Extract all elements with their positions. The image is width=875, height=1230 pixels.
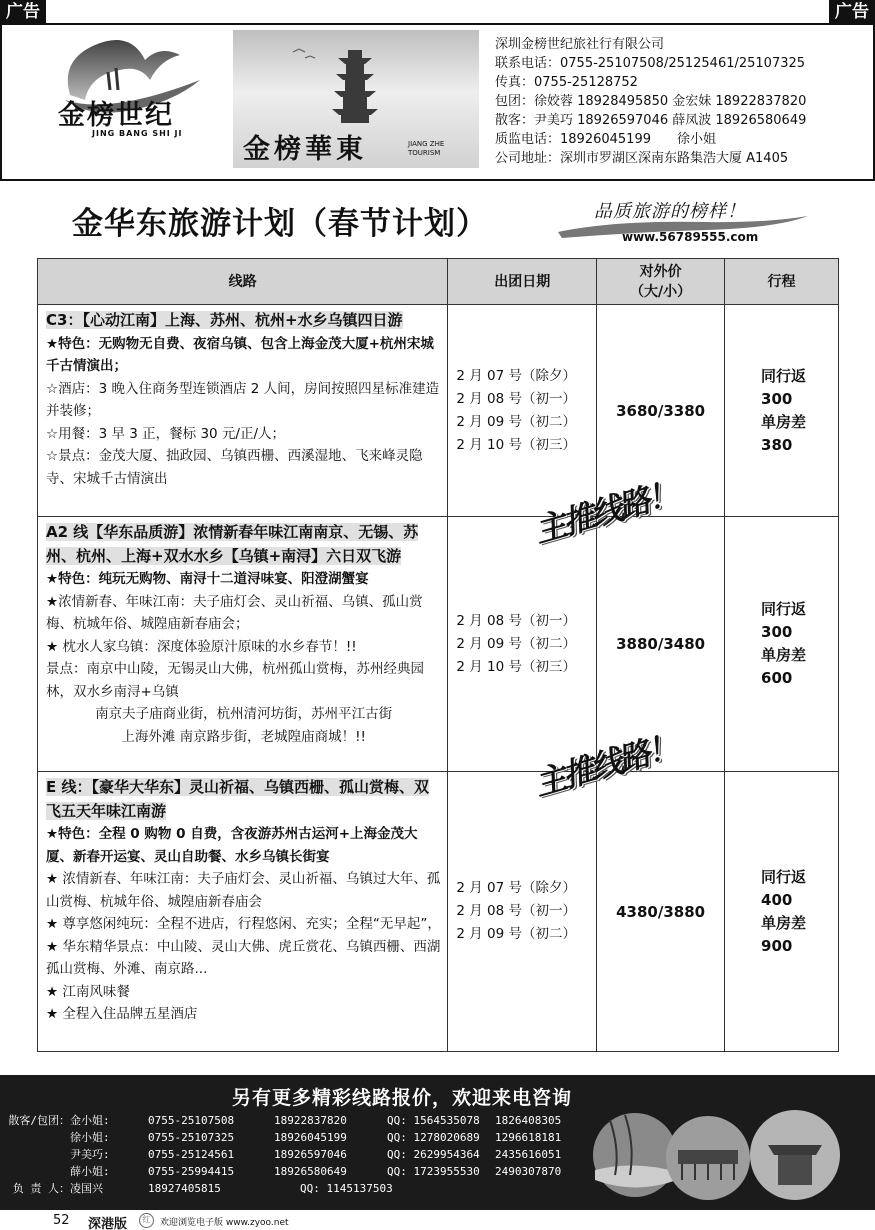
price-header-l1: 对外价 <box>639 263 682 280</box>
date-item: 2 月 07 号（除夕） <box>456 880 576 896</box>
route-line: 上海外滩 南京路步街，老城隍庙商城！!! <box>121 728 366 745</box>
contact-tel: 0755-25107325 <box>148 1131 235 1144</box>
date-item: 2 月 08 号（初一） <box>456 612 576 629</box>
contact-label: 散客/包团： <box>8 1114 70 1127</box>
route-title: C3：【心动江南】上海、苏州、杭州+水乡乌镇四日游 <box>46 311 403 329</box>
logo2-sub-line1: JIANG ZHE <box>408 140 445 148</box>
contact-mobile: 18926045199 <box>274 1131 347 1144</box>
trip-single-room: 单房差 600 <box>761 646 807 687</box>
price-cell: 3880/3480 <box>597 517 725 772</box>
contact-qq: QQ: 2629954364 <box>387 1148 480 1161</box>
route-line: ★ 全程入住品牌五星酒店 <box>46 1006 198 1022</box>
contact-extra: 2490307870 <box>495 1165 562 1178</box>
table-row <box>38 517 839 772</box>
contact-mobile: 18926597046 <box>274 1148 347 1161</box>
logo2-name: 金榜華東 <box>243 134 367 165</box>
date-item: 2 月 08 号（初一） <box>456 390 576 407</box>
contact-mobile: 18922837820 <box>274 1114 347 1127</box>
trip-single-room: 单房差 900 <box>761 913 807 955</box>
route-line: ★ 江南风味餐 <box>46 983 130 1000</box>
route-line: ☆酒店：3 晚入住商务型连锁酒店 2 人间，房间按照四星标准建造并装修； <box>46 380 440 419</box>
contact-qq: QQ: 1723955530 <box>387 1165 480 1178</box>
logo1-sub: JING BANG SHI JI <box>92 129 183 138</box>
contact-tel: 0755-25107508 <box>148 1114 235 1127</box>
trip-rebate: 同行返 300 <box>761 366 807 408</box>
logo1-name: 金榜世纪 <box>58 100 174 131</box>
route-line: ★ 华东精华景点：中山陵、灵山大佛、虎丘赏花、乌镇西栅、西湖孤山赏梅、外滩、南京路... <box>46 938 441 977</box>
contact-name: 金小姐: <box>70 1114 110 1127</box>
date-item: 2 月 09 号（初二） <box>456 413 576 430</box>
logo2-sub-line2: TOURISM <box>408 149 441 157</box>
individual-contact: 散客：尹美巧 18926597046 薛凤波 18926580649 <box>495 113 807 128</box>
route-line: ★ 枕水人家乌镇：深度体验原汁原味的水乡春节！!! <box>46 638 357 655</box>
date-item: 2 月 10 号（初三） <box>456 658 576 675</box>
contact-tel: 18927405815 <box>148 1182 221 1195</box>
contact-qq: QQ: 1145137503 <box>300 1182 393 1195</box>
slogan: 品质旅游的榜样！ <box>594 201 746 222</box>
footer-title: 另有更多精彩线路报价，欢迎来电咨询 <box>232 1087 573 1109</box>
footer-contact-bar <box>0 1075 875 1210</box>
scenery-photos <box>590 1100 865 1205</box>
route-line: ★特色：全程 0 购物 0 自费，含夜游苏州古运河+上海金茂大厦、新春开运宴、灵山自助餐、水乡乌镇长街宴 <box>46 826 418 865</box>
contact-qq: QQ: 1278020689 <box>387 1131 480 1144</box>
fax-line: 传真：0755-25128752 <box>495 75 638 90</box>
route-line: ☆用餐：3 早 3 正，餐标 30 元/正/人； <box>46 425 286 442</box>
page-number: 52 <box>53 1213 70 1228</box>
logo2-sub <box>408 140 444 158</box>
table-row <box>38 772 839 1052</box>
trip-cell <box>725 772 839 1052</box>
contact-extra: 1296618181 <box>495 1131 562 1144</box>
contact-qq: QQ: 1564535078 <box>387 1114 480 1127</box>
slogan-url[interactable]: www.56789555.com <box>622 230 759 244</box>
address-line: 公司地址：深圳市罗湖区深南东路集浩大厦 A1405 <box>495 151 789 166</box>
publisher-logo-icon: 红 <box>139 1213 154 1228</box>
contact-name: 尹美巧: <box>70 1148 110 1161</box>
contact-extra: 1826408305 <box>495 1114 562 1127</box>
featured-route-stamp: 主推线路！ <box>530 473 680 551</box>
contact-mobile: 18926580649 <box>274 1165 347 1178</box>
price-cell: 3680/3380 <box>597 305 725 517</box>
route-table <box>37 258 839 1052</box>
col-header-price <box>597 259 725 305</box>
date-cell <box>448 517 597 772</box>
route-line: 景点：南京中山陵，无锡灵山大佛，杭州孤山赏梅，苏州经典园林，双水乡南浔+乌镇 <box>46 661 424 700</box>
phone-line: 联系电话：0755-25107508/25125461/25107325 <box>495 56 806 71</box>
trip-rebate: 同行返 400 <box>761 867 807 909</box>
date-item: 2 月 07 号（除夕） <box>456 367 576 384</box>
date-cell <box>448 305 597 517</box>
price-cell: 4380/3880 <box>597 772 725 1052</box>
route-title: E 线：【豪华大华东】灵山祈福、乌镇西栅、孤山赏梅、双飞五天年味江南游 <box>46 778 429 820</box>
route-line: ★特色：纯玩无购物、南浔十二道浔味宴、阳澄湖蟹宴 <box>46 571 369 587</box>
route-title: A2 线【华东品质游】浓情新春年味江南南京、无锡、苏州、杭州、上海+双水水乡【乌镇+南浔】六日双飞游 <box>46 523 419 565</box>
quality-line: 质监电话：18926045199 徐小姐 <box>495 132 716 147</box>
route-line: ★特色：无购物无自费、夜宿乌镇、包含上海金茂大厦+杭州宋城千古情演出； <box>46 335 434 374</box>
col-header-route: 线路 <box>38 259 448 305</box>
col-header-trip: 行程 <box>725 259 839 305</box>
trip-cell <box>725 305 839 517</box>
date-item: 2 月 09 号（初二） <box>456 926 576 942</box>
contact-name: 薛小姐: <box>70 1165 110 1178</box>
route-cell <box>38 517 448 772</box>
ad-tag-right: 广告 <box>829 0 875 24</box>
trip-rebate: 同行返 300 <box>761 600 807 641</box>
date-item: 2 月 08 号（初一） <box>456 903 576 919</box>
route-line: ☆景点：金茂大厦、拙政园、乌镇西栅、西溪湿地、飞来峰灵隐寺、宋城千古情演出 <box>46 448 423 487</box>
route-cell <box>38 305 448 517</box>
contact-tel: 0755-25124561 <box>148 1148 235 1161</box>
contact-info <box>495 35 806 168</box>
page-title: 金华东旅游计划（春节计划） <box>72 206 488 242</box>
contact-name: 徐小姐: <box>70 1131 110 1144</box>
contact-label: 负 责 人： <box>12 1182 70 1195</box>
page-footer <box>0 1210 875 1230</box>
contact-tel: 0755-25994415 <box>148 1165 235 1178</box>
trip-cell <box>725 517 839 772</box>
route-line: ★ 尊享悠闲纯玩：全程不进店，行程悠闲、充实；全程“无早起”， <box>46 916 441 932</box>
edition-label: 深港版 <box>88 1217 128 1230</box>
table-header-row <box>38 259 839 305</box>
date-cell <box>448 772 597 1052</box>
route-line: 南京夫子庙商业街，杭州清河坊街，苏州平江古街 <box>95 706 393 722</box>
company-name: 深圳金榜世纪旅社行有限公司 <box>495 37 665 52</box>
ad-tag-left: 广告 <box>0 0 46 24</box>
contact-name: 凌国兴 <box>70 1182 103 1195</box>
price-header-l2: （大/小） <box>630 283 692 300</box>
date-item: 2 月 09 号（初二） <box>456 635 576 652</box>
table-row <box>38 305 839 517</box>
col-header-date: 出团日期 <box>448 259 597 305</box>
date-item: 2 月 10 号（初三） <box>456 436 576 453</box>
trip-single-room: 单房差 380 <box>761 412 807 454</box>
featured-route-stamp: 主推线路！ <box>530 726 680 804</box>
group-contact: 包团：徐姣蓉 18928495850 金宏妹 18922837820 <box>495 94 807 109</box>
route-line: ★浓情新春、年味江南：夫子庙灯会、灵山祈福、乌镇、孤山赏梅、杭城年俗、城隍庙新春庙会； <box>46 593 423 632</box>
contact-extra: 2435616051 <box>495 1148 562 1161</box>
route-cell <box>38 772 448 1052</box>
route-line: ★ 浓情新春、年味江南：夫子庙灯会、灵山祈福、乌镇过大年、孤山赏梅、杭城年俗、城隍庙新春庙会 <box>46 871 441 910</box>
ebook-link[interactable]: 欢迎浏览电子版 www.zyoo.net <box>160 1218 289 1228</box>
